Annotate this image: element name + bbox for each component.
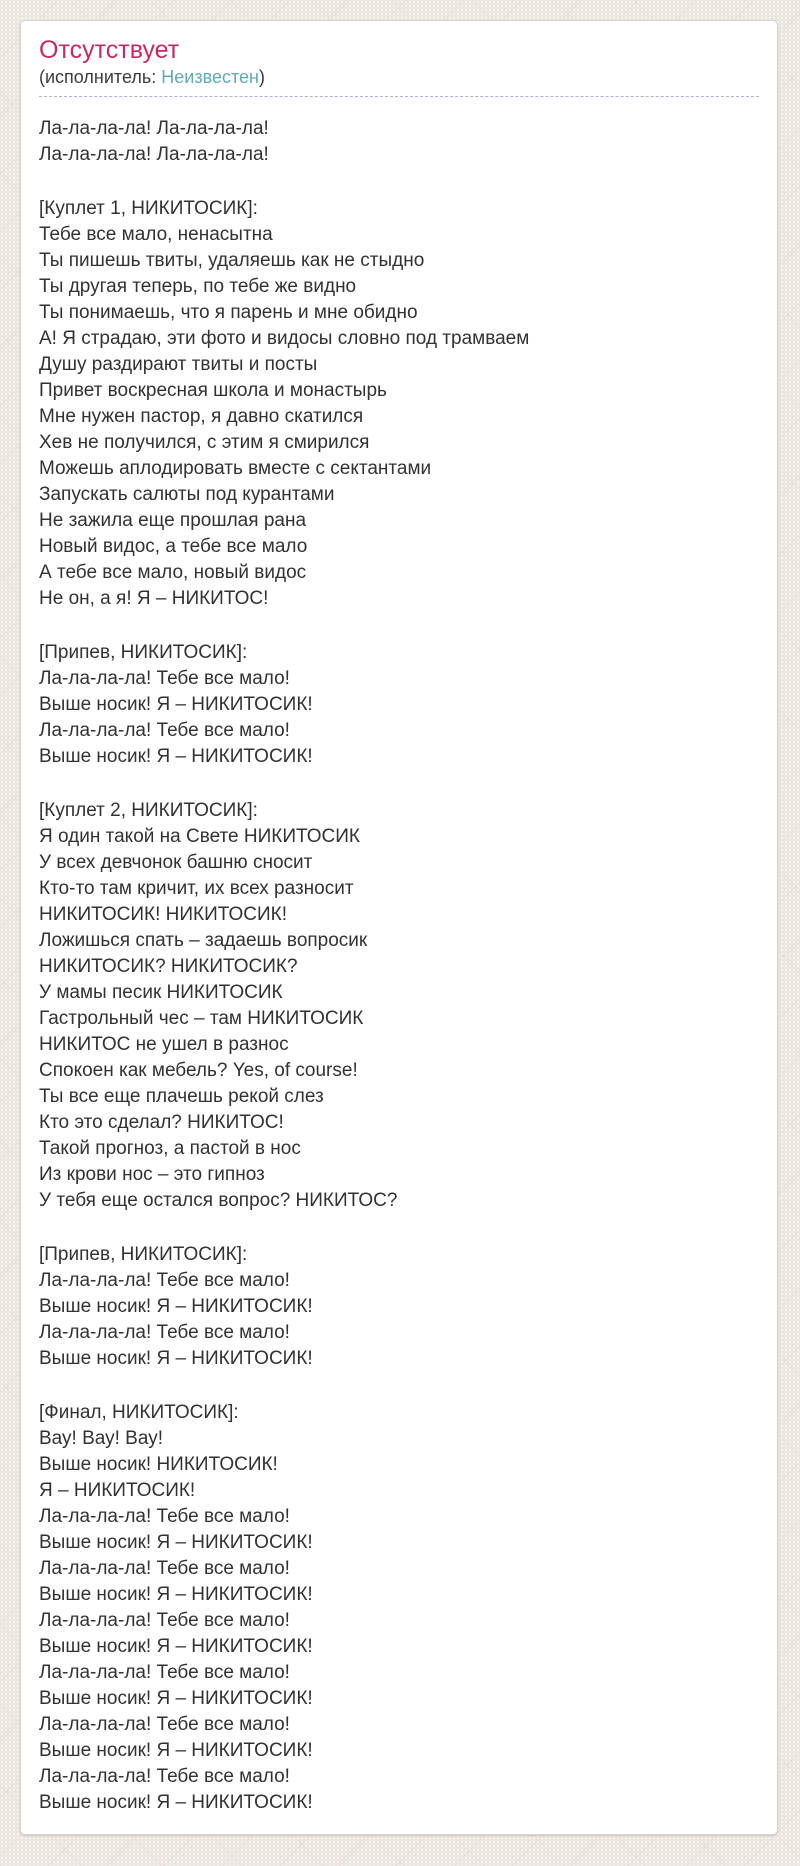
lyric-line: Ла-ла-ла-ла! Тебе все мало! [39, 1662, 290, 1683]
lyric-line: [Куплет 1, НИКИТОСИК]: [39, 198, 258, 219]
lyric-line: У тебя еще остался вопрос? НИКИТОС? [39, 1190, 398, 1211]
lyric-line: Привет воскресная школа и монастырь [39, 380, 387, 401]
lyric-line: Ла-ла-ла-ла! Тебе все мало! [39, 1766, 290, 1787]
lyrics-block [39, 196, 759, 612]
lyrics-card [20, 20, 778, 1835]
lyric-line: Ла-ла-ла-ла! Тебе все мало! [39, 1558, 290, 1579]
lyric-line: Новый видос, а тебе все мало [39, 536, 308, 557]
lyric-line: Тебе все мало, ненасытна [39, 224, 273, 245]
lyric-line: Хев не получился, с этим я смирился [39, 432, 370, 453]
lyrics-block [39, 1400, 759, 1816]
lyric-line: Спокоен как мебель? Yes, of course! [39, 1060, 358, 1081]
lyrics [39, 116, 759, 1816]
lyric-line: [Припев, НИКИТОСИК]: [39, 642, 248, 663]
lyric-line: Ты пишешь твиты, удаляешь как не стыдно [39, 250, 425, 271]
lyric-line: Я один такой на Свете НИКИТОСИК [39, 826, 360, 847]
lyric-line: Ты другая теперь, по тебе же видно [39, 276, 357, 297]
lyric-line: Из крови нос – это гипноз [39, 1164, 265, 1185]
lyric-line: Запускать салюты под курантами [39, 484, 335, 505]
lyric-line: Выше носик! Я – НИКИТОСИК! [39, 1636, 313, 1657]
lyrics-block [39, 640, 759, 770]
page-background [0, 20, 800, 1866]
lyric-line: Душу раздирают твиты и посты [39, 354, 318, 375]
lyric-line: Мне нужен пастор, я давно скатился [39, 406, 364, 427]
lyric-line: Ла-ла-ла-ла! Тебе все мало! [39, 668, 290, 689]
artist-link[interactable]: Неизвестен [161, 67, 259, 87]
lyric-line: Выше носик! Я – НИКИТОСИК! [39, 1584, 313, 1605]
lyric-line: НИКИТОС не ушел в разнос [39, 1034, 289, 1055]
lyric-line: Ла-ла-ла-ла! Тебе все мало! [39, 1322, 290, 1343]
lyric-line: У всех девчонок башню сносит [39, 852, 313, 873]
lyric-line: Вау! Вау! Вау! [39, 1428, 163, 1449]
lyric-line: Ла-ла-ла-ла! Тебе все мало! [39, 1506, 290, 1527]
lyric-line: [Припев, НИКИТОСИК]: [39, 1244, 248, 1265]
artist-label: (исполнитель: [39, 67, 157, 87]
lyric-line: Кто это сделал? НИКИТОС! [39, 1112, 284, 1133]
lyric-line: Ла-ла-ла-ла! Тебе все мало! [39, 1610, 290, 1631]
lyric-line: Ла-ла-ла-ла! Тебе все мало! [39, 1270, 290, 1291]
lyric-line: Выше носик! Я – НИКИТОСИК! [39, 1688, 313, 1709]
lyric-line: Выше носик! Я – НИКИТОСИК! [39, 1792, 313, 1813]
lyric-line: Ла-ла-ла-ла! Ла-ла-ла-ла! [39, 118, 269, 139]
lyric-line: У мамы песик НИКИТОСИК [39, 982, 283, 1003]
lyric-line: Я – НИКИТОСИК! [39, 1480, 196, 1501]
lyric-line: Ла-ла-ла-ла! Ла-ла-ла-ла! [39, 144, 269, 165]
lyric-line: Не он, а я! Я – НИКИТОС! [39, 588, 269, 609]
lyric-line: Выше носик! НИКИТОСИК! [39, 1454, 278, 1475]
lyric-line: Ла-ла-ла-ла! Тебе все мало! [39, 720, 290, 741]
lyric-line: Выше носик! Я – НИКИТОСИК! [39, 1532, 313, 1553]
lyric-line: [Финал, НИКИТОСИК]: [39, 1402, 239, 1423]
lyric-line: Выше носик! Я – НИКИТОСИК! [39, 1740, 313, 1761]
lyrics-block [39, 798, 759, 1214]
lyric-line: НИКИТОСИК? НИКИТОСИК? [39, 956, 298, 977]
page-title: Отсутствует [39, 36, 180, 64]
lyric-line: Выше носик! Я – НИКИТОСИК! [39, 1348, 313, 1369]
lyric-line: Можешь аплодировать вместе с сектантами [39, 458, 432, 479]
lyric-line: А! Я страдаю, эти фото и видосы словно под трамваем [39, 328, 530, 349]
lyric-line: Выше носик! Я – НИКИТОСИК! [39, 694, 313, 715]
lyric-line: Ты все еще плачешь рекой слез [39, 1086, 324, 1107]
lyric-line: Не зажила еще прошлая рана [39, 510, 307, 531]
lyric-line: Ла-ла-ла-ла! Тебе все мало! [39, 1714, 290, 1735]
lyric-line: Ты понимаешь, что я парень и мне обидно [39, 302, 418, 323]
lyric-line: Гастрольный чес – там НИКИТОСИК [39, 1008, 364, 1029]
lyric-line: [Куплет 2, НИКИТОСИК]: [39, 800, 258, 821]
lyrics-block [39, 1242, 759, 1372]
lyric-line: Выше носик! Я – НИКИТОСИК! [39, 1296, 313, 1317]
lyric-line: Выше носик! Я – НИКИТОСИК! [39, 746, 313, 767]
lyrics-block [39, 116, 759, 168]
lyric-line: А тебе все мало, новый видос [39, 562, 307, 583]
lyric-line: Кто-то там кричит, их всех разносит [39, 878, 354, 899]
lyric-line: НИКИТОСИК! НИКИТОСИК! [39, 904, 287, 925]
lyric-line: Ложишься спать – задаешь вопросик [39, 930, 368, 951]
artist-suffix: ) [258, 67, 265, 87]
artist-line [39, 66, 759, 97]
lyric-line: Такой прогноз, а пастой в нос [39, 1138, 301, 1159]
